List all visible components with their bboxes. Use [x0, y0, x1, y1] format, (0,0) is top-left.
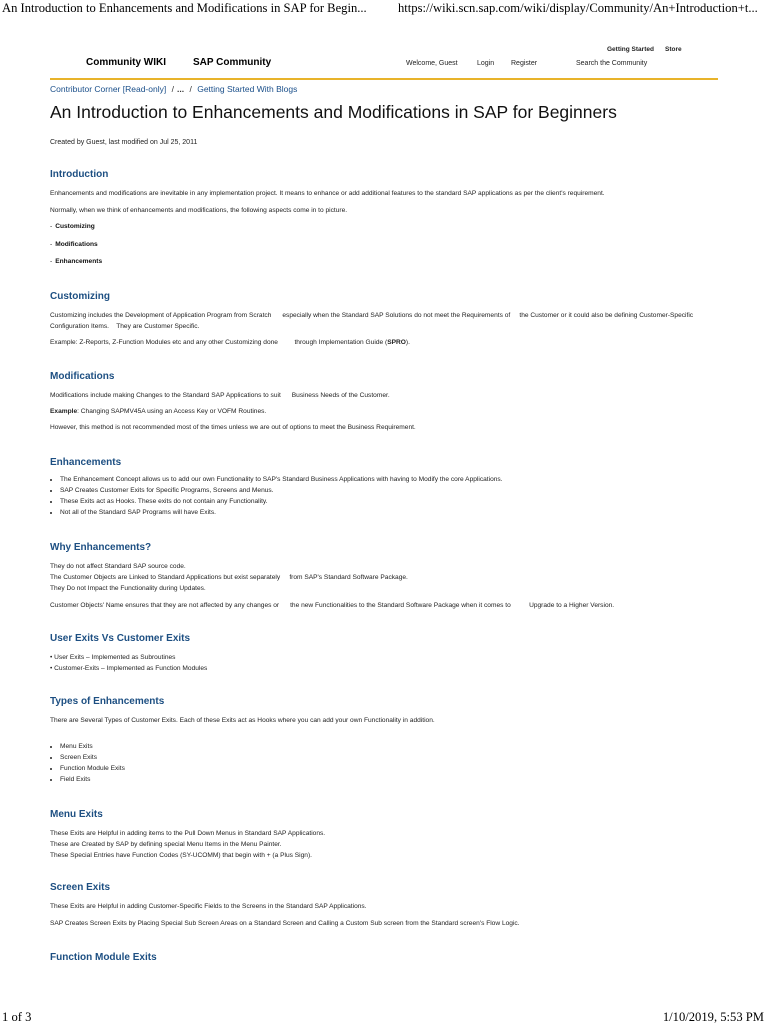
section-customizing [50, 291, 718, 348]
section-menu-exits [50, 809, 718, 861]
list-item: • The Enhancement Concept allows us to add our own Functionality to SAP's Standard Business Applications with having to Modify the core Applications. [60, 474, 718, 485]
paragraph: There are Several Types of Customer Exits. Each of these Exits act as Hooks where you can add your own Functionality in addition. [50, 717, 435, 724]
paragraph: • Customer-Exits – Implemented as Function Modules [50, 665, 208, 672]
list-item: • Field Exits [60, 774, 718, 785]
page-byline: Created by Guest, last modified on Jul 25, 2011 [50, 139, 198, 146]
list-item: • Screen Exits [60, 752, 718, 763]
paragraph: However, this method is not recommended most of the times unless we are out of options to meet the Business Requirement. [50, 424, 416, 431]
section-heading: Why Enhancements? [50, 542, 152, 553]
paragraph: Customer Objects' Name ensures that they are not affected by any changes or the new Functionalities to the Standard Software Package when it comes to Upgrade to a Higher Version. [50, 602, 615, 609]
paragraph: They Do not Impact the Functionality during Updates. [50, 585, 206, 592]
list-item: - Modifications [50, 240, 98, 248]
breadcrumb-item-contributor-corner[interactable]: Contributor Corner [Read-only] [50, 84, 167, 94]
list-item: • SAP Creates Customer Exits for Specific Programs, Screens and Menus. [60, 485, 718, 496]
sap-community-link[interactable]: SAP Community [193, 57, 272, 68]
welcome-text: Welcome, Guest [406, 60, 458, 67]
print-header-url: https://wiki.scn.sap.com/wiki/display/Community/An+Introduction+t... [398, 1, 758, 15]
paragraph: SAP Creates Screen Exits by Placing Special Sub Screen Areas on a Standard Screen and Calling a Custom Sub screen from the Standard screen's Flow Logic. [50, 920, 520, 927]
breadcrumb-item-getting-started-blogs[interactable]: Getting Started With Blogs [197, 84, 298, 94]
header-divider [50, 78, 718, 80]
section-heading: Introduction [50, 169, 109, 180]
paragraph: These Special Entries have Function Codes (SY-UCOMM) that begin with + (a Plus Sign). [50, 852, 312, 859]
list-item: - Enhancements [50, 258, 103, 265]
search-input[interactable]: Search the Community [576, 60, 648, 67]
section-screen-exits [50, 882, 718, 929]
breadcrumb-ellipsis[interactable]: ... [176, 84, 185, 94]
register-link[interactable]: Register [511, 60, 538, 67]
list-item: • These Exits act as Hooks. These exits do not contain any Functionality. [60, 496, 718, 507]
print-datetime: 1/10/2019, 5:53 PM [662, 1010, 764, 1024]
page-title: An Introduction to Enhancements and Modifications in SAP for Beginners [50, 102, 617, 122]
print-header [0, 0, 768, 18]
getting-started-link[interactable]: Getting Started [607, 46, 654, 53]
section-heading: User Exits Vs Customer Exits [50, 633, 191, 644]
page-number: 1 of 3 [2, 1010, 32, 1024]
list-item: • Menu Exits [60, 741, 718, 752]
section-heading: Modifications [50, 371, 115, 382]
paragraph: Modifications include making Changes to the Standard SAP Applications to suit Business Needs of the Customer. [50, 392, 390, 399]
section-why-enhancements [50, 542, 718, 611]
paragraph: These Exits are Helpful in adding items to the Pull Down Menus in Standard SAP Applications. [50, 830, 326, 837]
paragraph: • User Exits – Implemented as Subroutines [50, 654, 176, 661]
section-modifications [50, 371, 718, 433]
section-heading: Function Module Exits [50, 952, 157, 963]
section-heading: Types of Enhancements [50, 696, 165, 707]
paragraph: These are Created by SAP by defining special Menu Items in the Menu Painter. [50, 841, 282, 848]
login-link[interactable]: Login [477, 60, 495, 67]
list-item: - Customizing [50, 223, 95, 230]
section-heading: Menu Exits [50, 809, 103, 820]
section-heading: Screen Exits [50, 882, 111, 893]
section-enhancements [50, 457, 718, 518]
community-wiki-link[interactable]: Community WIKI [86, 57, 166, 68]
section-types-of-enhancements [50, 696, 718, 785]
top-nav [50, 40, 718, 80]
section-function-module-exits [50, 952, 718, 963]
section-introduction [50, 169, 718, 271]
paragraph: The Customer Objects are Linked to Standard Applications but exist separately from SAP's Standard Software Package. [50, 574, 408, 581]
store-link[interactable]: Store [665, 46, 682, 53]
paragraph: Example: Changing SAPMV45A using an Access Key or VOFM Routines. [50, 408, 267, 415]
section-user-vs-customer-exits [50, 633, 718, 674]
section-heading: Customizing [50, 291, 110, 302]
print-header-title: An Introduction to Enhancements and Modifications in SAP for Begin... [2, 1, 367, 15]
print-footer [0, 1008, 768, 1024]
paragraph: Example: Z-Reports, Z-Function Modules etc and any other Customizing done through Implementation Guide (SPRO). [50, 339, 410, 346]
breadcrumb [50, 84, 297, 94]
breadcrumb-separator: / [189, 84, 192, 94]
breadcrumb-separator: / [171, 84, 174, 94]
paragraph: Customizing includes the Development of Application Program from Scratch especially when the Standard SAP Solutions do not meet the Requirements of the Customer or it could also be defining Customer-Specific Configuration Items. They are Customer Specific. [50, 312, 695, 330]
section-heading: Enhancements [50, 457, 122, 468]
paragraph: Normally, when we think of enhancements and modifications, the following aspects come in to picture. [50, 207, 348, 214]
paragraph: They do not affect Standard SAP source code. [50, 563, 186, 570]
paragraph: These Exits are Helpful in adding Customer-Specific Fields to the Screens in the Standard SAP Applications. [50, 903, 367, 910]
list-item: • Not all of the Standard SAP Programs will have Exits. [60, 507, 718, 518]
paragraph: Enhancements and modifications are inevitable in any implementation project. It means to enhance or add additional features to the standard SAP applications as per the client's requirement. [50, 190, 605, 197]
list-item: • Function Module Exits [60, 763, 718, 774]
